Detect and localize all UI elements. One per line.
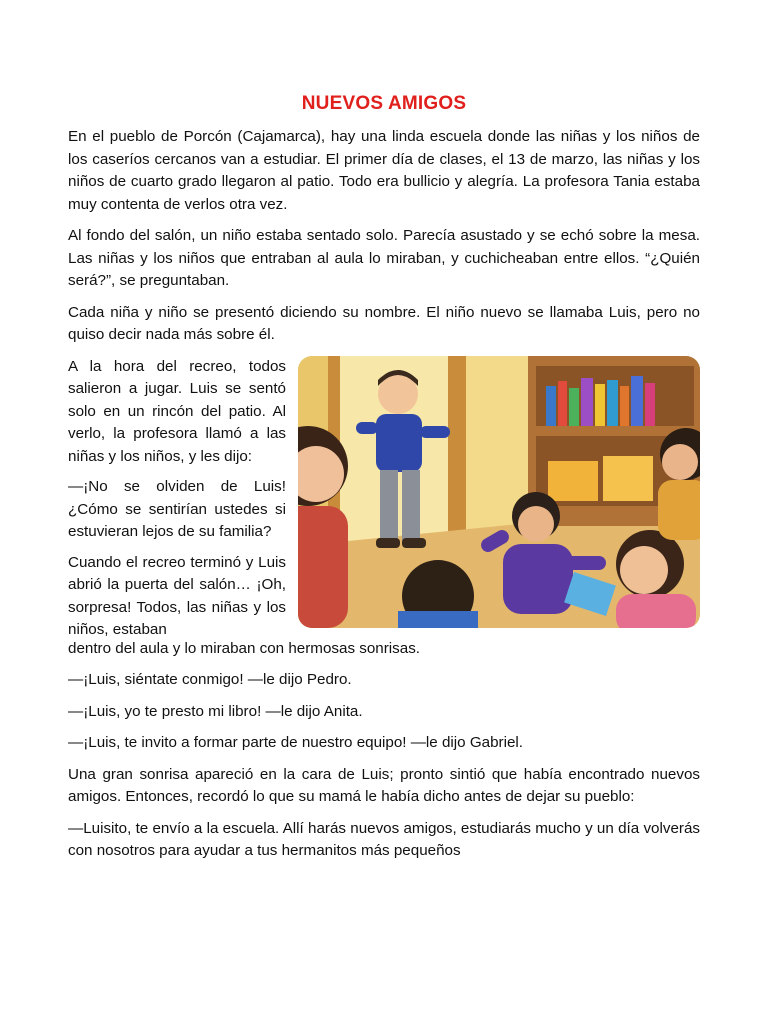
paragraph-introductions: Cada niña y niño se presentó diciendo su nombre. El niño nuevo se llamaba Luis, pero no quiso decir nada más sobre él. xyxy=(68,303,700,343)
paragraph-surprise-continued: dentro del aula y lo miraban con hermosas sonrisas. xyxy=(68,639,421,657)
paragraph-new-friends: Una gran sonrisa apareció en la cara de Luis; pronto sintió que había encontrado nuevos amigos. Entonces, recordó lo que su mamá le había dicho antes de dejar su pueblo: xyxy=(68,765,700,805)
dialogue-gabriel: —¡Luis, te invito a formar parte de nuestro equipo! —le dijo Gabriel. xyxy=(68,734,524,751)
paragraph-teacher-quote: —¡No se olviden de Luis! ¿Cómo se sentirían ustedes si estuvieran lejos de su familia? xyxy=(68,478,286,540)
paragraph-surprise: Cuando el recreo terminó y Luis abrió la puerta del salón… ¡Oh, sorpresa! Todos, las niñas y los niños, estaban xyxy=(68,553,286,638)
classroom-illustration xyxy=(298,356,700,628)
boy-right-edge-figure xyxy=(658,428,700,540)
side-column xyxy=(68,356,286,650)
text-with-illustration xyxy=(68,356,700,638)
story-title: NUEVOS AMIGOS xyxy=(301,93,467,114)
document-page xyxy=(68,92,700,872)
paragraph-intro: En el pueblo de Porcón (Cajamarca), hay una linda escuela donde las niñas y los niños de los caseríos cercanos van a estudiar. El primer día de clases, el 13 de marzo, las niñas y los niños de cuarto grado llegaron al patio. Todo era bullicio y alegría. La profesora Tania estaba muy contenta de verlos otra vez. xyxy=(68,128,700,213)
paragraph-mother-quote: —Luisito, te envío a la escuela. Allí harás nuevos amigos, estudiarás mucho y un día volverás con nosotros para ayudar a tus hermanitos más pequeños xyxy=(68,819,700,859)
girl-left-figure xyxy=(298,426,348,628)
paragraph-boy-alone: Al fondo del salón, un niño estaba sentado solo. Parecía asustado y se echó sobre la mesa. Las niñas y los niños que entraban al aula lo miraban, y cuchicheaban entre ellos. “¿Quién será?”, se preguntaban. xyxy=(68,227,700,289)
dialogue-pedro: —¡Luis, siéntate conmigo! —le dijo Pedro. xyxy=(68,671,352,688)
dialogue-anita: —¡Luis, yo te presto mi libro! —le dijo Anita. xyxy=(68,702,363,720)
paragraph-recess: A la hora del recreo, todos salieron a jugar. Luis se sentó solo en un rincón del patio. Al verlo, la profesora llamó a las niñas y los niños, y les dijo: xyxy=(68,357,286,465)
classroom-scene-image xyxy=(298,356,700,628)
